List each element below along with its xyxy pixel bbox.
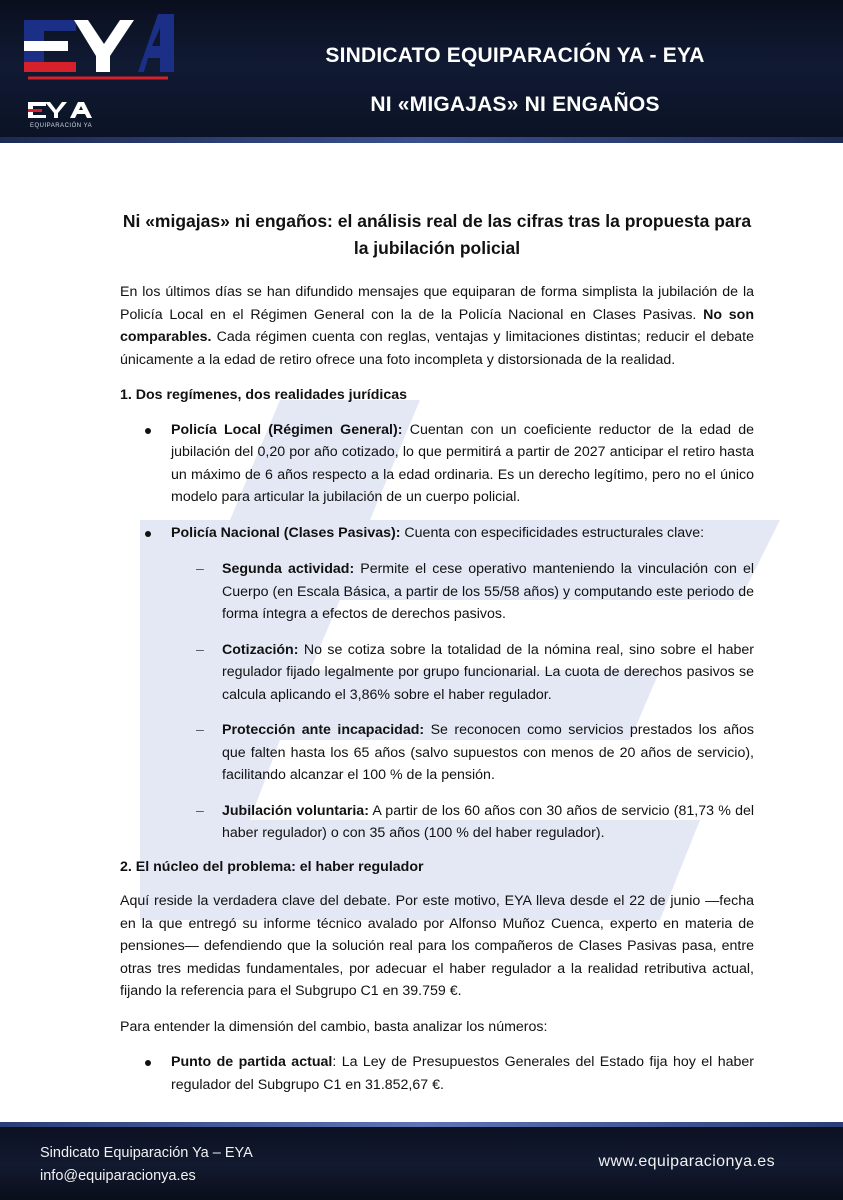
dash-icon: –: [196, 722, 204, 738]
intro-paragraph: En los últimos días se han difundido mensajes que equiparan de forma simplista la jubilación de la Policía Local en el Régimen General con la de la Policía Nacional en Clases Pasivas. No son comparables. Cada régimen cuenta con reglas, ventajas y limitaciones distintas; reducir el debate únicamente a la edad de retiro ofrece una foto incompleta y distorsionada de la realidad.: [120, 284, 755, 368]
page-header: [0, 0, 843, 143]
footer-email[interactable]: info@equiparacionya.es: [40, 1168, 196, 1184]
document-body: [120, 208, 754, 1109]
subitem-segunda-actividad: – Segunda actividad: Permite el cese operativo manteniendo la vinculación con el Cuerpo (en Escala Básica, a partir de los 55/58 años) y computando este periodo de forma íntegra a efectos de derechos pasivos.: [171, 558, 754, 626]
bullet-dot-icon: [145, 531, 151, 537]
document-title: Ni «migajas» ni engaños: el análisis real de las cifras tras la propuesta para la jubilación policial: [122, 211, 752, 258]
footer-contact: [40, 1142, 253, 1188]
page-footer: [0, 1122, 843, 1200]
list-item-punto-partida: Punto de partida actual: La Ley de Presupuestos Generales del Estado fija hoy el haber regulador del Subgrupo C1 en 31.852,67 €.: [120, 1051, 754, 1096]
dash-icon: –: [196, 561, 204, 577]
subitem-proteccion-incapacidad: – Protección ante incapacidad: Se reconocen como servicios prestados los años que falten hasta los 65 años (salvo supuestos con menos de 20 años de servicio), facilitando alcanzar el 100 % de la pensión.: [171, 719, 754, 787]
list-item-policia-nacional: Policía Nacional (Clases Pasivas): Cuenta con especificidades estructurales clave: – Segunda actividad: Permite el cese operativo manteniendo la vinculación con el Cuerpo (en Escala Básica, a partir de los 55/58 años) y computando este periodo de forma íntegra a efectos de derechos pasivos. – Cotización: No se cotiza sobre la totalidad de la nómina real, sino sobre el haber regulador fijado legalmente por grupo funcionarial. La cuota de derechos pasivos se calcula aplicando el 3,86% sobre el haber regulador. – Protección ante incapacidad: Se reconocen como servicios prestados los años que falten hasta los 65 años (salvo supuestos con menos de 20 años de servicio), facilitando alcanzar el 100 % de la pensión. – Jubilación voluntaria: A partir de los 60 años con 30 años de servicio (81,73 % del haber regulador) o con 35 años (100 % del haber regulador).: [120, 522, 754, 845]
subitem-cotizacion: – Cotización: No se cotiza sobre la totalidad de la nómina real, sino sobre el haber regulador fijado legalmente por grupo funcionarial. La cuota de derechos pasivos se calcula aplicando el 3,86% sobre el haber regulador.: [171, 639, 754, 707]
footer-org-name: Sindicato Equiparación Ya – EYA: [40, 1145, 253, 1161]
footer-website-link[interactable]: www.equiparacionya.es: [598, 1153, 775, 1170]
subitem-jubilacion-voluntaria: – Jubilación voluntaria: A partir de los 60 años con 30 años de servicio (81,73 % del haber regulador) o con 35 años (100 % del haber regulador).: [171, 800, 754, 845]
numbers-intro-paragraph: Para entender la dimensión del cambio, basta analizar los números:: [120, 1018, 548, 1035]
numbers-list: [120, 1051, 754, 1096]
dash-icon: –: [196, 802, 204, 819]
bullet-dot-icon: [145, 428, 151, 434]
nacional-specifics-list: [171, 558, 754, 845]
header-title: SINDICATO EQUIPARACIÓN YA - EYA: [325, 44, 705, 67]
regimes-list: [120, 419, 754, 845]
logo-subtitle: EQUIPARACIÓN YA: [30, 123, 93, 129]
header-subtitle: NI «MIGAJAS» NI ENGAÑOS: [370, 93, 660, 116]
list-item-policia-local: Policía Local (Régimen General): Cuentan con un coeficiente reductor de la edad de jubilación del 0,20 por año cotizado, lo que permitirá a partir de 2027 anticipar el retiro hasta un máximo de 6 años respecto a la edad ordinaria. Es un derecho legítimo, pero no el único modelo para articular la jubilación de un cuerpo policial.: [120, 419, 754, 509]
bullet-dot-icon: [145, 1060, 151, 1066]
section-2-heading: 2. El núcleo del problema: el haber regulador: [120, 858, 424, 875]
haber-regulador-paragraph: Aquí reside la verdadera clave del debate. Por este motivo, EYA lleva desde el 22 de junio —fecha en la que entregó su informe técnico avalado por Alfonso Muñoz Cuenca, experto en materia de pensiones— defendiendo que la solución real para los compañeros de Clases Pasivas pasa, entre otras tres medidas fundamentales, por adecuar el haber regulador a la realidad retributiva actual, fijando la referencia para el Subgrupo C1 en 39.759 €.: [120, 893, 754, 999]
dash-icon: –: [196, 641, 204, 658]
section-1-heading: 1. Dos regímenes, dos realidades jurídicas: [120, 387, 408, 403]
eya-logo: [18, 10, 178, 85]
